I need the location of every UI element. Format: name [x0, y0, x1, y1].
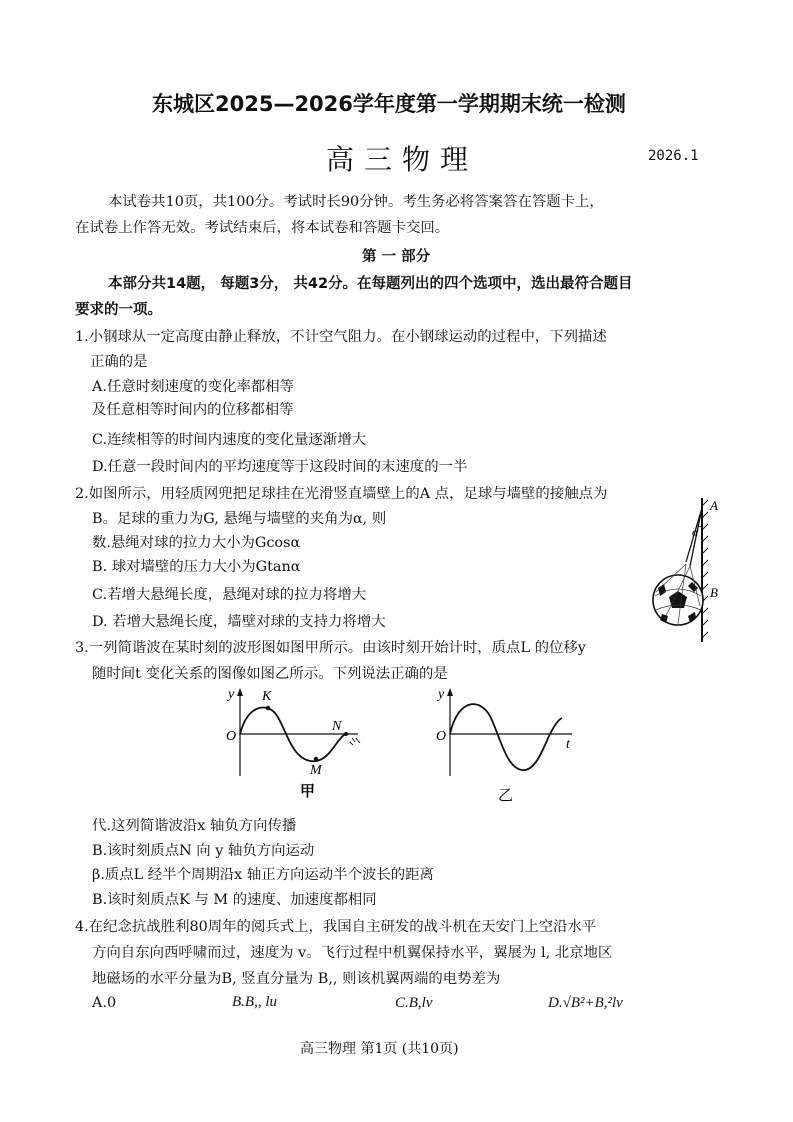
q4-option-a: A.0 [92, 995, 117, 1011]
q3-option-b: B.该时刻质点N 向 y 轴负方向运动 [92, 843, 315, 859]
q2-option-d: D. 若增大悬绳长度，墙壁对球的支持力将增大 [92, 614, 386, 630]
yi-label-y: y [438, 687, 445, 702]
q3-option-c: β.质点L 经半个周期沿x 轴正方向运动半个波长的距离 [92, 867, 434, 883]
q3-figure-jia-waveform [222, 684, 372, 804]
q4-option-d-prefix: D. [548, 995, 563, 1011]
q1-option-a: A.任意时刻速度的变化率都相等 [92, 379, 295, 395]
q3-stem-line-2: 随时间t 变化关系的图像如图乙所示。下列说法正确的是 [92, 666, 448, 682]
jia-point-n [344, 732, 348, 736]
q3-option-a: 代.这列简谐波沿x 轴负方向传播 [92, 818, 297, 834]
part-title: 第 一 部分 [362, 249, 431, 265]
q1-stem-line-1: 1.小钢球从一定高度由静止释放，不计空气阻力。在小钢球运动的过程中，下列描述 [75, 329, 607, 345]
sqrt-sign: √ [562, 995, 571, 1011]
part-desc-line-2: 要求的一项。 [75, 302, 162, 318]
q2-option-a: 数.悬绳对球的拉力大小为Gcosα [92, 535, 301, 551]
fig-label-b: B [710, 585, 718, 600]
yi-vibration-curve [450, 704, 562, 770]
yi-label-o: O [436, 729, 447, 744]
q4-option-b: B.B,, lu [232, 994, 277, 1010]
subject-title: 高三物理 [326, 143, 479, 176]
football [653, 564, 703, 625]
q4-stem-line-3: 地磁场的水平分量为B, 竖直分量为 B,, 则该机翼两端的电势差为 [92, 971, 501, 987]
q1-option-a-cont: 及任意相等时间内的位移都相等 [92, 402, 294, 418]
jia-point-m [314, 757, 318, 761]
q4-stem-line-1: 4.在纪念抗战胜利80周年的阅兵式上，我国自主研发的战斗机在天安门上空沿水平 [75, 919, 597, 935]
q3-option-d: B.该时刻质点K 与 M 的速度、加速度都相同 [92, 892, 377, 908]
q4-stem-line-2: 方向自东向西呼啸而过，速度为 v。飞行过程中机翼保持水平，翼展为 l, 北京地区 [92, 945, 613, 961]
exam-date: 2026.1 [648, 148, 699, 164]
q3-figure-yi-vibration [432, 684, 582, 804]
q4-option-d [548, 995, 623, 1012]
q4-option-c: C.B,lv [395, 995, 433, 1011]
q2-figure-ball-on-wall [650, 496, 730, 644]
q2-option-c: C.若增大悬绳长度，悬绳对球的拉力将增大 [92, 587, 367, 603]
jia-label-m: M [310, 763, 322, 778]
yi-label-t: t [566, 737, 570, 752]
q1-option-d: D.任意一段时间内的平均速度等于这段时间的末速度的一半 [92, 459, 468, 475]
jia-label-k: K [262, 689, 272, 704]
jia-label-y: y [228, 687, 235, 702]
jia-point-k [266, 706, 270, 710]
part-desc-line-1: 本部分共14题， 每题3分， 共42分。在每题列出的四个选项中，选出最符合题目 [108, 276, 633, 292]
q4-option-d-expr: B²+B,²lv [570, 995, 623, 1011]
jia-label-o: O [226, 729, 237, 744]
q1-option-c: C.连续相等的时间内速度的变化量逐渐增大 [92, 432, 367, 448]
jia-x-tick-smudge [350, 738, 360, 745]
exam-title: 东城区2025—2026学年度第一学期期末统一检测 [152, 92, 626, 116]
yi-caption: 乙 [498, 788, 514, 804]
q1-stem-line-2: 正确的是 [90, 354, 148, 370]
q2-stem-line-1: 2.如图所示，用轻质网兜把足球挂在光滑竖直墙壁上的A 点，足球与墙壁的接触点为 [75, 486, 608, 502]
page-footer: 高三物理 第1页 (共10页) [300, 1041, 459, 1057]
fig-label-a: A [710, 498, 718, 513]
yi-axes [447, 688, 572, 776]
jia-label-n: N [332, 719, 342, 734]
q3-stem-line-1: 3.一列简谐波在某时刻的波形图如图甲所示。由该时刻开始计时，质点L 的位移y [75, 640, 586, 656]
fig-label-alpha: α [692, 525, 699, 539]
intro-line-1: 本试卷共10页，共100分。考试时长90分钟。考生务必将答案答在答题卡上， [108, 194, 604, 210]
intro-line-2: 在试卷上作答无效。考试结束后，将本试卷和答题卡交回。 [75, 220, 450, 236]
q2-stem-line-2: B。足球的重力为G, 悬绳与墙壁的夹角为α, 则 [92, 511, 387, 527]
q2-option-b: B. 球对墙壁的压力大小为Gtanα [92, 559, 301, 575]
jia-caption: 甲 [300, 784, 316, 800]
wall [702, 498, 708, 642]
